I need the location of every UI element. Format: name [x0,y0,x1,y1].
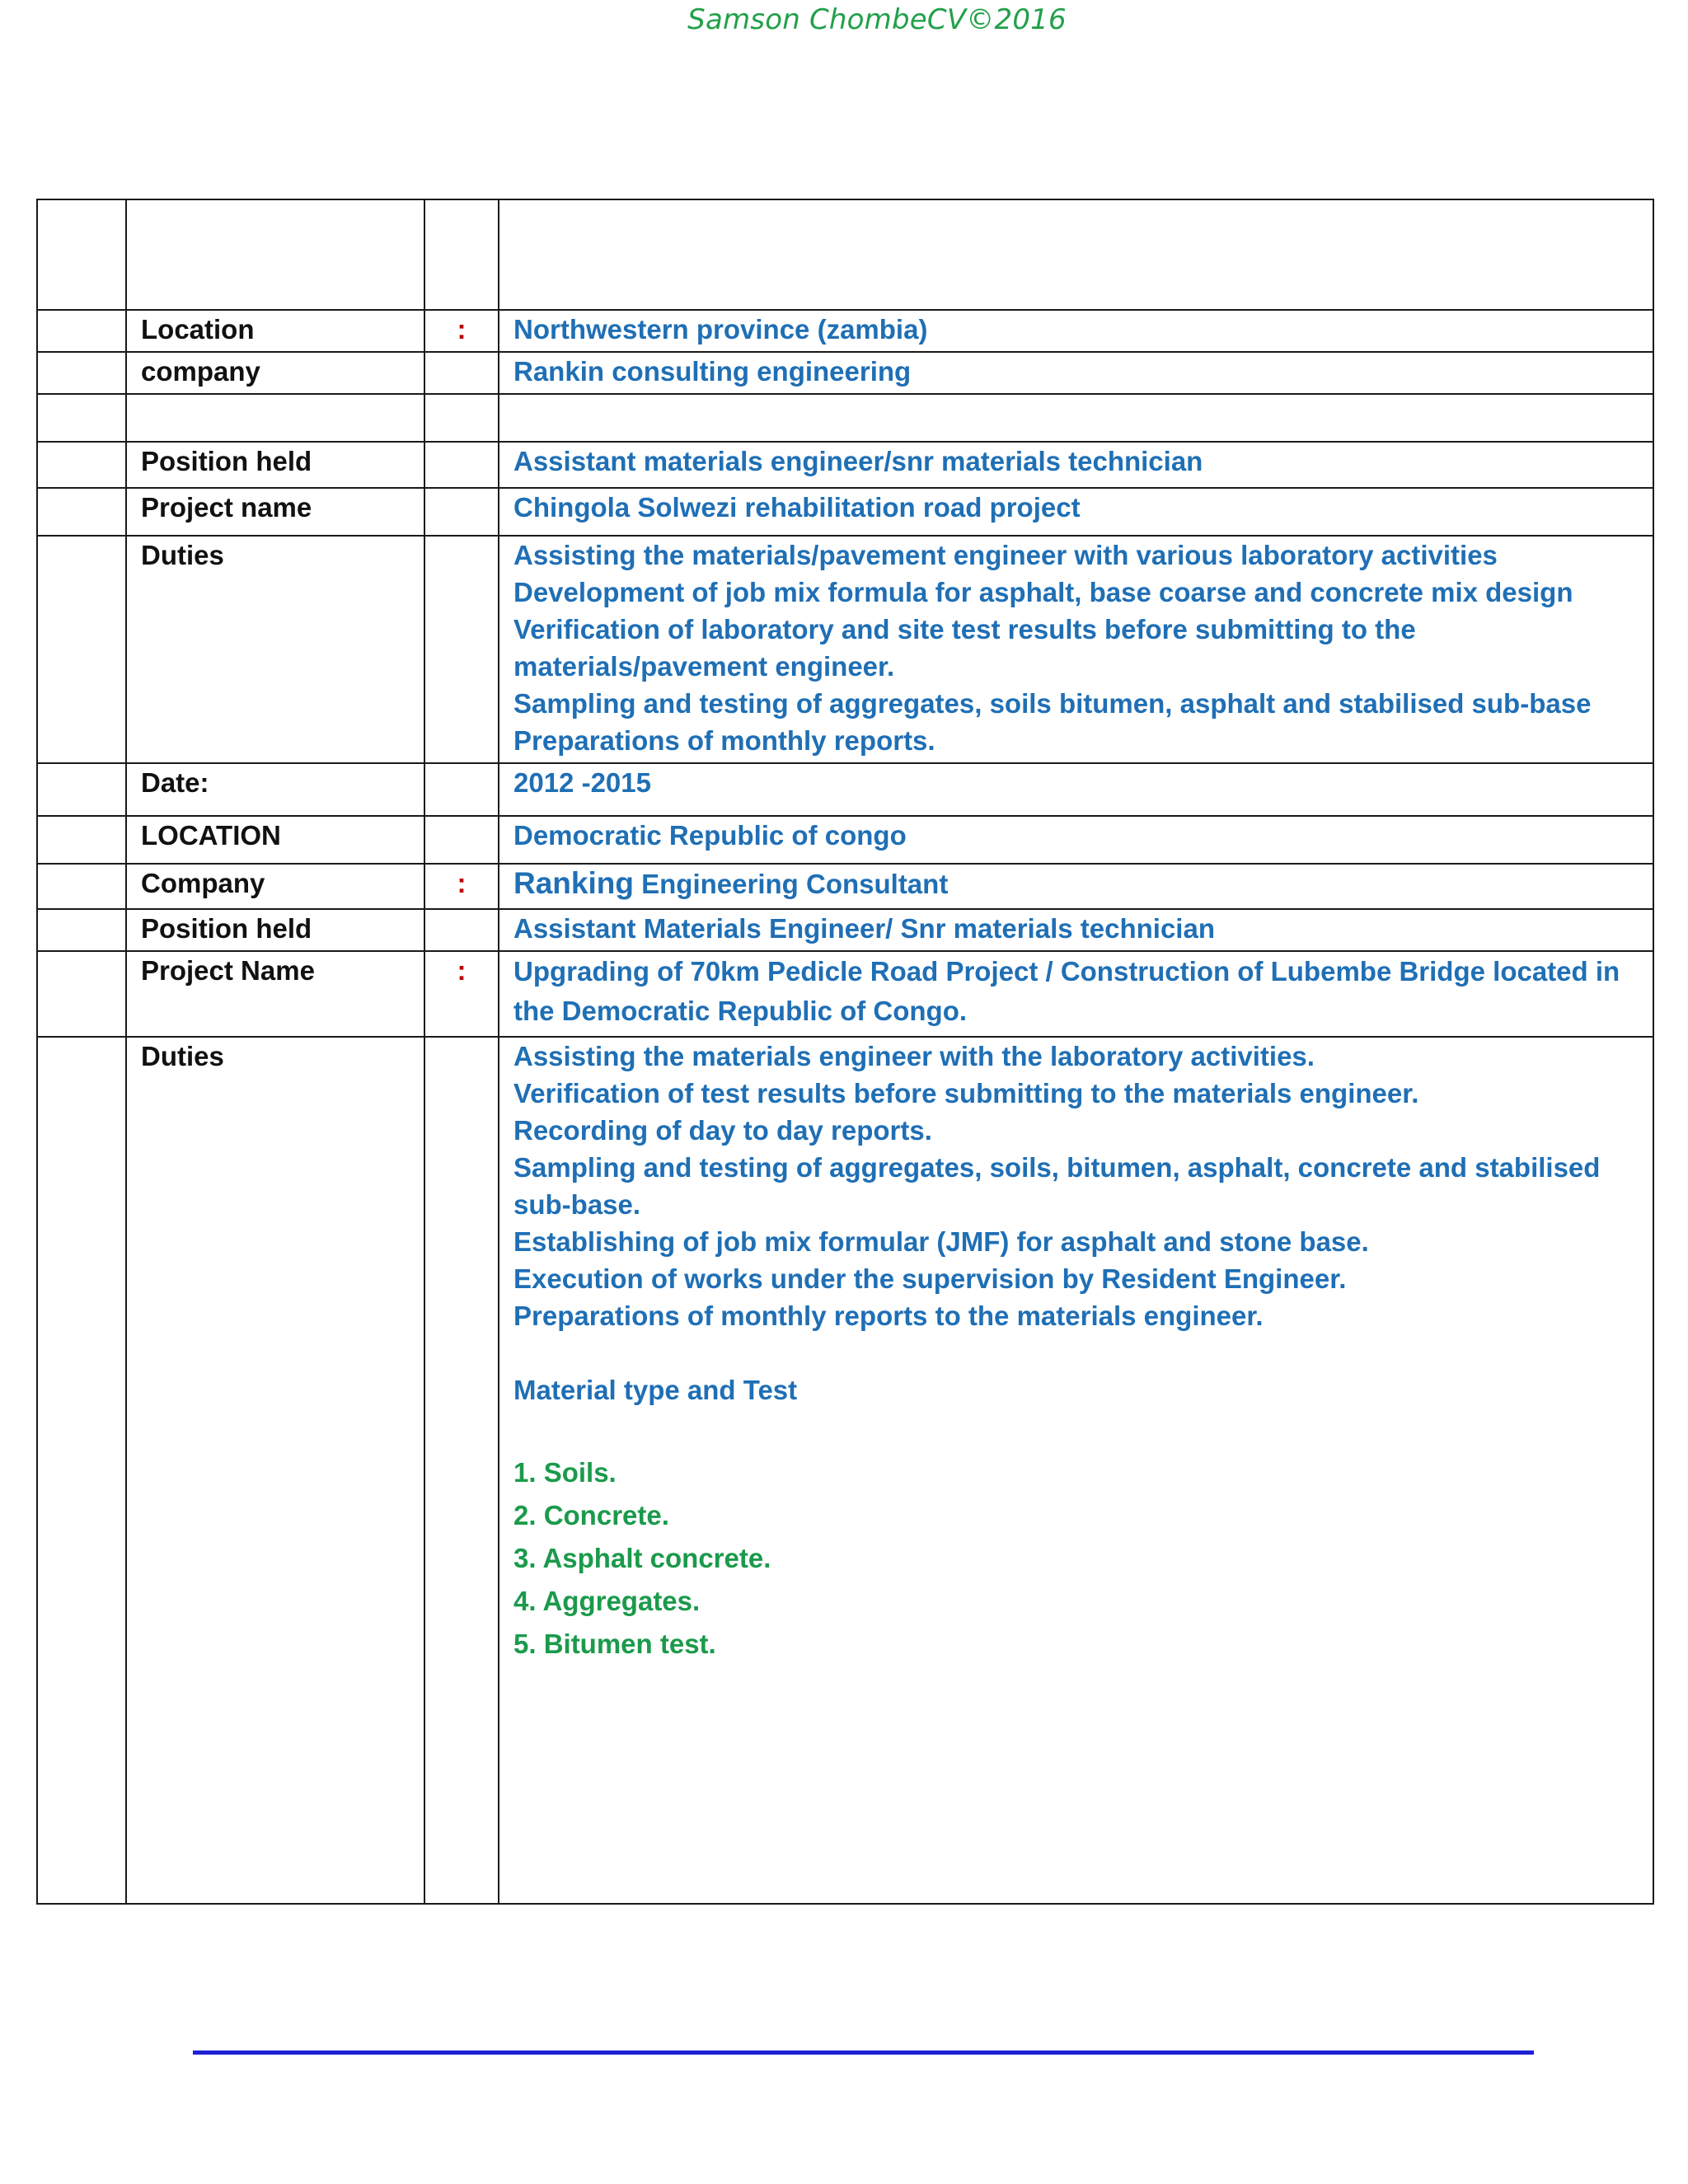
row-separator: : [424,951,499,1037]
table-row [37,951,1653,1037]
table-cell [37,352,126,394]
row-separator [424,816,499,864]
company-name-lead: Ranking [513,866,634,900]
row-label: Position held [126,442,424,488]
spacer [513,1334,1639,1371]
table-cell [424,394,499,442]
table-row [37,763,1653,816]
material-item: 3. Asphalt concrete. [513,1543,771,1573]
duty-item: Recording of day to day reports. [513,1115,932,1146]
table-cell [37,816,126,864]
row-value: Assistant materials engineer/snr materials technician [499,442,1653,488]
table-row [37,864,1653,909]
row-separator [424,1037,499,1904]
row-separator [424,442,499,488]
material-item: 4. Aggregates. [513,1586,701,1616]
row-value [499,864,1653,909]
row-value: Rankin consulting engineering [499,352,1653,394]
footer-divider [193,2050,1534,2055]
table-cell [37,536,126,763]
material-heading: Material type and Test [513,1375,798,1405]
table-row [37,352,1653,394]
row-value: Assistant Materials Engineer/ Snr materials technician [499,909,1653,951]
table-cell [424,199,499,310]
table-cell [126,199,424,310]
duty-item: Sampling and testing of aggregates, soils, bitumen, asphalt, concrete and stabilised sub-base. [513,1152,1601,1220]
row-label: Company [126,864,424,909]
table-row [37,310,1653,352]
table-row [37,1037,1653,1904]
table-cell [37,951,126,1037]
duty-item: Assisting the materials engineer with the laboratory activities. [513,1041,1315,1071]
table-cell [37,394,126,442]
table-row [37,816,1653,864]
cv-experience-table [36,199,1654,1905]
company-name-rest: Engineering Consultant [633,869,949,899]
row-value: Northwestern province (zambia) [499,310,1653,352]
table-cell [37,442,126,488]
row-label: Project Name [126,951,424,1037]
spacer [513,1408,1639,1451]
row-value: Democratic Republic of congo [499,816,1653,864]
table-row-empty-top [37,199,1653,310]
row-value: 2012 -2015 [499,763,1653,816]
page-header-title: Samson ChombeCV©2016 [687,3,1067,36]
row-separator [424,536,499,763]
row-separator [424,909,499,951]
row-label: LOCATION [126,816,424,864]
row-separator [424,763,499,816]
duty-item: Development of job mix formula for asphalt, base coarse and concrete mix design [513,577,1573,607]
row-separator: : [424,864,499,909]
table-row [37,536,1653,763]
duty-item: Execution of works under the supervision by Resident Engineer. [513,1263,1347,1294]
row-separator [424,352,499,394]
duty-item: Verification of test results before submitting to the materials engineer. [513,1078,1419,1108]
duty-item: Verification of laboratory and site test results before submitting to the materials/pavement engineer. [513,614,1416,682]
table-row [37,909,1653,951]
row-separator [424,488,499,536]
table-cell [37,199,126,310]
row-label: Project name [126,488,424,536]
table-cell [37,310,126,352]
table-row-empty [37,394,1653,442]
table-cell [499,199,1653,310]
row-label: company [126,352,424,394]
duty-item: Preparations of monthly reports. [513,725,935,756]
table-cell [37,1037,126,1904]
row-label: Position held [126,909,424,951]
row-value: Chingola Solwezi rehabilitation road project [499,488,1653,536]
duties-list [499,1037,1653,1904]
material-item: 2. Concrete. [513,1500,669,1530]
table-row [37,442,1653,488]
material-item: 5. Bitumen test. [513,1629,716,1659]
material-item: 1. Soils. [513,1457,617,1488]
row-value: Upgrading of 70km Pedicle Road Project / Construction of Lubembe Bridge located in the Democratic Republic of Congo. [499,951,1653,1037]
duty-item: Preparations of monthly reports to the materials engineer. [513,1301,1264,1331]
row-separator: : [424,310,499,352]
duty-item: Establishing of job mix formular (JMF) for asphalt and stone base. [513,1226,1369,1257]
table-row [37,488,1653,536]
row-label: Location [126,310,424,352]
duties-list [499,536,1653,763]
row-label: Date: [126,763,424,816]
table-cell [37,488,126,536]
duty-item: Sampling and testing of aggregates, soils bitumen, asphalt and stabilised sub-base [513,688,1592,719]
row-label: Duties [126,1037,424,1904]
table-cell [499,394,1653,442]
row-label: Duties [126,536,424,763]
table-cell [37,763,126,816]
duty-item: Assisting the materials/pavement engineer with various laboratory activities [513,540,1498,570]
table-cell [126,394,424,442]
table-cell [37,909,126,951]
table-cell [37,864,126,909]
